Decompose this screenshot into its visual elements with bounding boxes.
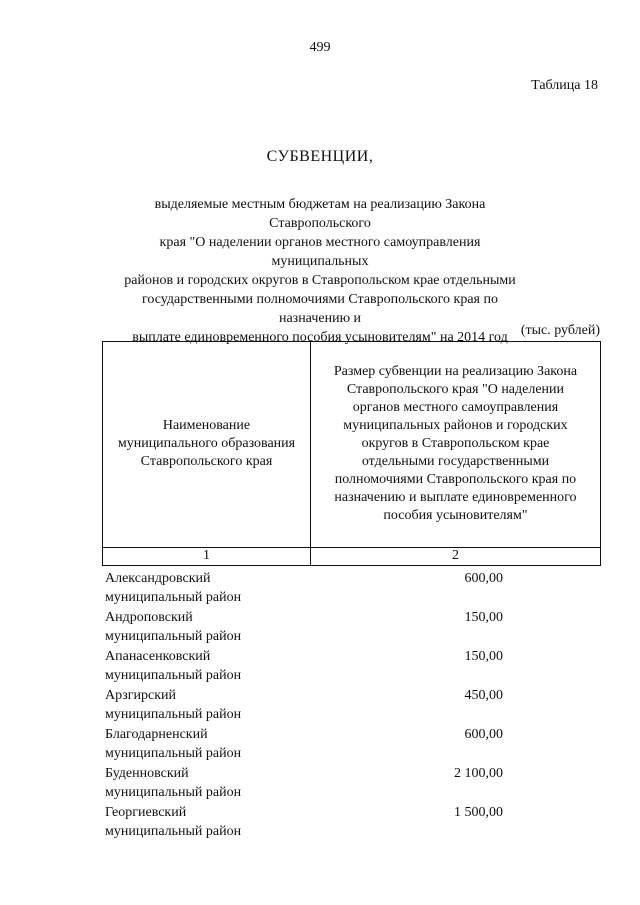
header-text-line: округов в Ставропольском крае bbox=[361, 436, 550, 452]
table-row bbox=[105, 686, 525, 725]
district-name-line: муниципальный район bbox=[105, 785, 242, 800]
district-name bbox=[105, 725, 325, 763]
district-name-line: муниципальный район bbox=[105, 707, 242, 722]
district-name bbox=[105, 764, 325, 802]
district-name-line: муниципальный район bbox=[105, 668, 242, 683]
district-name bbox=[105, 608, 325, 646]
table-row bbox=[105, 608, 525, 647]
header-col-name bbox=[103, 342, 311, 548]
subtitle-line: государственными полномочиями Ставропольского края по назначению и bbox=[142, 292, 498, 326]
header-row bbox=[103, 342, 601, 548]
header-text-line: отдельными государственными bbox=[361, 454, 550, 470]
header-text-line: назначению и выплате единовременного bbox=[334, 490, 577, 506]
header-text-line: пособия усыновителям" bbox=[383, 508, 528, 524]
page-number: 499 bbox=[309, 40, 331, 55]
header-text-line: органов местного самоуправления bbox=[352, 400, 559, 416]
subsidy-amount: 1 500,00 bbox=[454, 805, 503, 820]
district-name-line: Буденновский bbox=[105, 766, 189, 781]
district-name-line: муниципальный район bbox=[105, 629, 242, 644]
table-body bbox=[105, 569, 525, 842]
units-label: (тыс. рублей) bbox=[520, 323, 600, 338]
column-number: 1 bbox=[103, 547, 311, 565]
document-title: СУБВЕНЦИИ, bbox=[266, 148, 374, 165]
header-text-line: Ставропольского края bbox=[140, 454, 273, 470]
district-name-line: Александровский bbox=[105, 571, 211, 586]
table-header bbox=[102, 341, 601, 566]
subsidy-amount: 600,00 bbox=[464, 727, 503, 742]
table-label: Таблица 18 bbox=[531, 78, 598, 93]
document-subtitle bbox=[110, 195, 530, 347]
district-name bbox=[105, 569, 325, 607]
district-name-line: Арзгирский bbox=[105, 688, 177, 703]
district-name-line: Апанасенковский bbox=[105, 649, 211, 664]
subsidy-amount: 450,00 bbox=[464, 688, 503, 703]
subtitle-line: выплате единовременного пособия усыновителям" на 2014 год bbox=[132, 330, 508, 345]
subsidy-amount: 150,00 bbox=[464, 610, 503, 625]
header-text-line: Наименование bbox=[162, 418, 251, 434]
header-text-line: полномочиями Ставропольского края по bbox=[334, 472, 577, 488]
table-row bbox=[105, 569, 525, 608]
table-row bbox=[105, 764, 525, 803]
district-name-line: Андроповский bbox=[105, 610, 193, 625]
column-number: 2 bbox=[310, 547, 600, 565]
header-text-line: Ставропольского края "О наделении bbox=[346, 382, 565, 398]
district-name-line: Георгиевский bbox=[105, 805, 187, 820]
subtitle-line: районов и городских округов в Ставропольском крае отдельными bbox=[124, 273, 516, 288]
district-name-line: Благодарненский bbox=[105, 727, 208, 742]
subsidy-amount: 600,00 bbox=[464, 571, 503, 586]
district-name-line: муниципальный район bbox=[105, 746, 242, 761]
district-name bbox=[105, 647, 325, 685]
table-row bbox=[105, 725, 525, 764]
table-row bbox=[105, 647, 525, 686]
table-row bbox=[105, 803, 525, 842]
subsidy-amount: 150,00 bbox=[464, 649, 503, 664]
subsidy-amount: 2 100,00 bbox=[454, 766, 503, 781]
header-text-line: муниципальных районов и городских bbox=[343, 418, 568, 434]
column-number-row bbox=[103, 547, 601, 565]
header-text-line: муниципального образования bbox=[117, 436, 296, 452]
subtitle-line: края "О наделении органов местного самоуправления муниципальных bbox=[159, 235, 481, 269]
header-text-line: Размер субвенции на реализацию Закона bbox=[333, 364, 578, 380]
district-name bbox=[105, 803, 325, 841]
district-name-line: муниципальный район bbox=[105, 590, 242, 605]
district-name bbox=[105, 686, 325, 724]
subtitle-line: выделяемые местным бюджетам на реализацию Закона Ставропольского bbox=[154, 197, 486, 231]
header-col-amount bbox=[310, 342, 600, 548]
district-name-line: муниципальный район bbox=[105, 824, 242, 839]
